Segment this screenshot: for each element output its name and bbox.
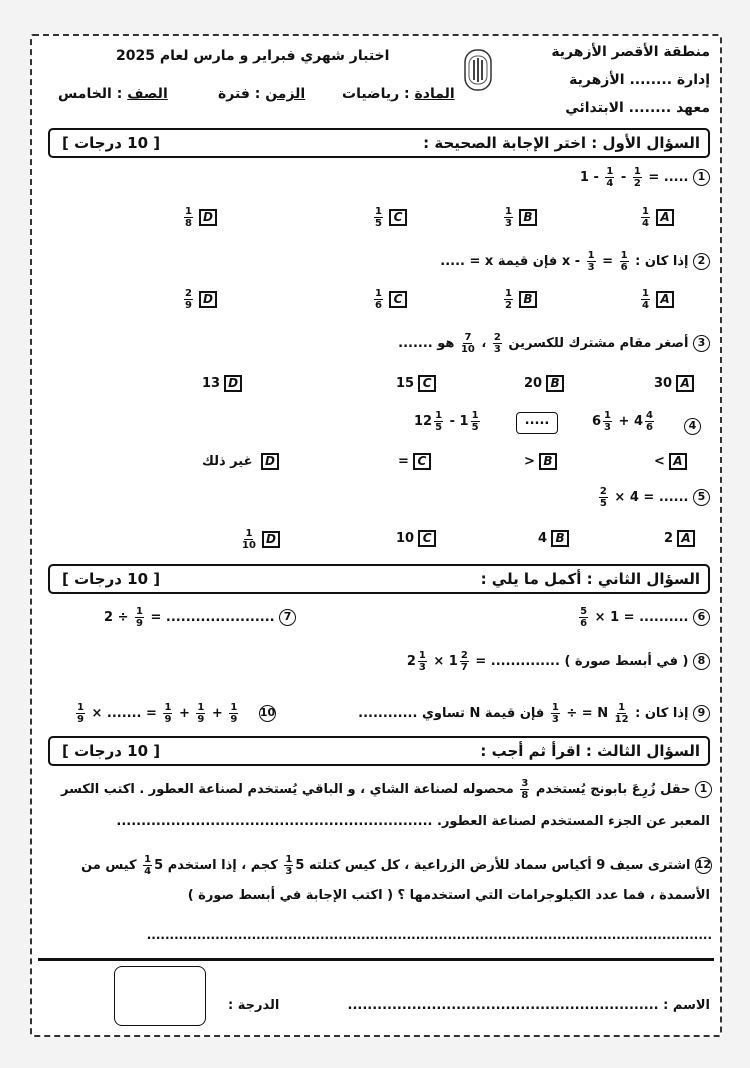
q4-option-d[interactable]: D غير ذلك — [202, 453, 279, 470]
q12-text: اشترى سيف 9 أكياس سماد للأرض الزراعية ، كل كيس كتلته — [308, 858, 691, 873]
footer-divider — [38, 958, 714, 961]
question-4-right — [592, 410, 656, 433]
time-info — [218, 86, 305, 102]
fraction: $\frac{5}{6}$ — [580, 606, 588, 629]
exam-sheet — [30, 34, 722, 1037]
q3-option-c[interactable]: 15 C — [396, 375, 436, 392]
name-field[interactable] — [348, 998, 711, 1013]
q5-option-a[interactable]: 2 A — [664, 530, 695, 547]
q1-option-c[interactable]: $\frac{1}{5}$ C — [372, 206, 407, 229]
q9-text-b[interactable]: فإن قيمة N تساوي ............ — [358, 706, 545, 721]
q11-text-b: محصوله لصناعة الشاي ، و الباقي يُستخدم لصناعة العطور . اكتب الكسر — [60, 782, 514, 797]
q10-eq: = — [146, 706, 157, 721]
fraction: $\frac{1}{9}$ — [230, 702, 238, 725]
q3-option-a[interactable]: 30 A — [654, 375, 694, 392]
q1-option-a[interactable]: $\frac{1}{4}$ A — [639, 206, 674, 229]
q1-option-b[interactable]: $\frac{1}{3}$ B — [502, 206, 537, 229]
grade-value: : الخامس — [58, 86, 123, 102]
q11-text: حقل زُرِعَ بابونج يُستخدم — [535, 782, 691, 797]
q4-whole: 6 — [592, 414, 602, 429]
question-number: 1 — [693, 169, 710, 186]
question-8[interactable] — [407, 650, 710, 673]
question-number: 12 — [695, 857, 712, 874]
question-2 — [440, 250, 710, 273]
question-5 — [597, 486, 710, 509]
fraction: $\frac{1}{3}$ — [604, 410, 612, 433]
q2-text: إذا كان : — [635, 254, 689, 269]
fraction: $\frac{1}{3}$ — [551, 702, 559, 725]
question-number: 5 — [693, 489, 710, 506]
question-number: 10 — [259, 705, 276, 722]
fraction: $\frac{1}{4}$ — [144, 854, 152, 877]
section-3-title: السؤال الثالث : اقرأ ثم أجب : — [480, 742, 700, 760]
section-1-marks: [ 10 درجات ] — [62, 134, 161, 152]
q12-answer-line[interactable]: ............................................................................................................................ — [146, 928, 712, 942]
exam-title: اختبار شهري فبراير و مارس لعام 2025 — [116, 48, 390, 64]
subject-label: المادة — [414, 86, 455, 102]
section-2-marks: [ 10 درجات ] — [62, 570, 161, 588]
azhar-logo-icon — [463, 48, 493, 92]
grade-info — [58, 86, 168, 102]
q4-number — [684, 416, 701, 435]
q8-whole: 2 — [406, 654, 416, 669]
q12-text-line2: الأسمدة ، فما عدد الكيلوجرامات التي استخدمها ؟ ( اكتب الإجابة في أبسط صورة ) — [187, 888, 710, 903]
fraction: $\frac{3}{8}$ — [521, 778, 529, 801]
q4-option-c[interactable]: = C — [398, 453, 431, 470]
q1-tail: = ..... — [648, 170, 689, 185]
fraction: $\frac{1}{2}$ — [633, 166, 641, 189]
fraction: $\frac{1}{9}$ — [136, 606, 143, 629]
question-11 — [61, 778, 712, 801]
q2-option-b[interactable]: $\frac{1}{2}$ B — [502, 288, 537, 311]
blank-box[interactable]: ..... — [516, 412, 558, 434]
subject-info — [342, 86, 455, 102]
q3-text: أصغر مقام مشترك للكسرين — [508, 336, 689, 351]
q10-plus: + — [178, 706, 190, 721]
q9-text: إذا كان : — [635, 706, 689, 721]
fraction: $\frac{1}{4}$ — [606, 166, 614, 189]
q3-option-b[interactable]: 20 B — [524, 375, 564, 392]
q7-blank[interactable]: = ...................... — [150, 610, 275, 625]
section-3-marks: [ 10 درجات ] — [62, 742, 161, 760]
question-9[interactable] — [358, 702, 710, 725]
grade-label: الصف — [127, 86, 168, 102]
q5-lhs: 4 = ...... — [629, 490, 689, 505]
q5-option-c[interactable]: 10 C — [396, 530, 436, 547]
q10-blank[interactable]: × ....... — [91, 706, 142, 721]
q1-term: 1 - — [579, 170, 599, 185]
question-3 — [398, 332, 710, 355]
question-10[interactable] — [74, 702, 276, 725]
fraction: $\frac{2}{7}$ — [460, 650, 468, 673]
q12-whole: 5 — [154, 858, 164, 873]
q2-option-d[interactable]: $\frac{2}{9}$ D — [182, 288, 217, 311]
q11-answer-line[interactable]: المعبر عن الجزء المستخدم لصناعة العطور. ................................................................ — [116, 814, 710, 829]
q2-option-c[interactable]: $\frac{1}{6}$ C — [372, 288, 407, 311]
q5-option-d[interactable]: $\frac{1}{10}$ D — [240, 528, 280, 551]
institute-label: معهد ........ الابتدائي — [565, 100, 710, 116]
q8-times: × — [433, 654, 445, 669]
q4-plus: + 4 — [618, 414, 644, 429]
q5-times: × — [614, 490, 626, 505]
q6-times: × — [594, 610, 606, 625]
fraction: $\frac{1}{3}$ — [418, 650, 426, 673]
q6-blank[interactable]: 1 = .......... — [610, 610, 689, 625]
fraction: $\frac{1}{9}$ — [197, 702, 205, 725]
fraction: $\frac{1}{3}$ — [285, 854, 293, 877]
q9-eq: = N — [581, 706, 609, 721]
section-3-header — [48, 736, 710, 766]
fraction: $\frac{7}{10}$ — [460, 332, 475, 355]
fraction: $\frac{1}{9}$ — [77, 702, 84, 725]
fraction: $\frac{2}{3}$ — [493, 332, 501, 355]
q8-blank[interactable]: ( في أبسط صورة ) .............. — [490, 654, 689, 669]
question-4 — [414, 410, 482, 433]
fraction: $\frac{1}{5}$ — [471, 410, 479, 433]
question-1 — [580, 166, 710, 189]
q12-text-b: كجم ، إذا استخدم — [167, 858, 278, 873]
admin-label: إدارة ........ الأزهرية — [569, 72, 710, 88]
section-2-header — [48, 564, 710, 594]
fraction: $\frac{1}{6}$ — [620, 250, 628, 273]
question-12 — [81, 854, 712, 877]
section-1-title: السؤال الأول : اختر الإجابة الصحيحة : — [423, 134, 700, 152]
question-number: 9 — [693, 705, 710, 722]
question-number: 2 — [693, 253, 710, 270]
question-number: 1 — [695, 781, 712, 798]
region-label: منطقة الأقصر الأزهرية — [551, 44, 710, 60]
q4-answer-blank[interactable] — [516, 412, 558, 434]
q8-whole: 1 — [448, 654, 458, 669]
question-number: 4 — [684, 418, 701, 435]
fraction: $\frac{4}{6}$ — [646, 410, 653, 433]
time-value: : فترة — [218, 86, 261, 102]
question-number: 3 — [693, 335, 710, 352]
q7-term: 2 — [104, 610, 114, 625]
q2-term: x - — [561, 254, 581, 269]
question-number: 8 — [693, 653, 710, 670]
q12-whole: 5 — [295, 858, 305, 873]
q4-option-a[interactable]: < A — [654, 453, 687, 470]
section-2-title: السؤال الثاني : أكمل ما يلي : — [480, 570, 700, 588]
q12-text-c: كيس من — [81, 858, 137, 873]
subject-value: : رياضيات — [342, 86, 410, 102]
fraction: $\frac{1}{9}$ — [164, 702, 172, 725]
q9-div: ÷ — [566, 706, 578, 721]
name-dots[interactable]: ............................................................... — [347, 998, 659, 1013]
question-6[interactable] — [577, 606, 710, 629]
q4-minus: - 1 — [449, 414, 469, 429]
q2-option-a[interactable]: $\frac{1}{4}$ A — [639, 288, 674, 311]
q1-minus: - — [620, 170, 627, 185]
name-label: الاسم : — [663, 998, 710, 1013]
q4-option-b[interactable]: > B — [524, 453, 557, 470]
q3-comma: ، — [481, 336, 487, 351]
fraction: $\frac{2}{5}$ — [599, 486, 607, 509]
q8-eq: = — [475, 654, 487, 669]
grade-label: الدرجة : — [228, 998, 280, 1013]
question-number: 6 — [693, 609, 710, 626]
q1-option-d[interactable]: $\frac{1}{8}$ D — [182, 206, 217, 229]
fraction: $\frac{1}{12}$ — [614, 702, 629, 725]
fraction: $\frac{1}{3}$ — [587, 250, 595, 273]
time-label: الزمن — [265, 86, 306, 102]
q2-text-b: فإن قيمة x = ..... — [440, 254, 558, 269]
question-7[interactable] — [104, 606, 296, 629]
q3-text-b: هو ....... — [398, 336, 455, 351]
section-1-header — [48, 128, 710, 158]
fraction: $\frac{1}{5}$ — [435, 410, 443, 433]
q2-eq: = — [602, 254, 614, 269]
q3-option-d[interactable]: 13 D — [202, 375, 242, 392]
q4-whole: 12 — [414, 414, 433, 429]
question-number: 7 — [279, 609, 296, 626]
q7-div: ÷ — [117, 610, 129, 625]
q10-plus: + — [211, 706, 223, 721]
grade-box[interactable] — [114, 966, 206, 1026]
q5-option-b[interactable]: 4 B — [538, 530, 569, 547]
